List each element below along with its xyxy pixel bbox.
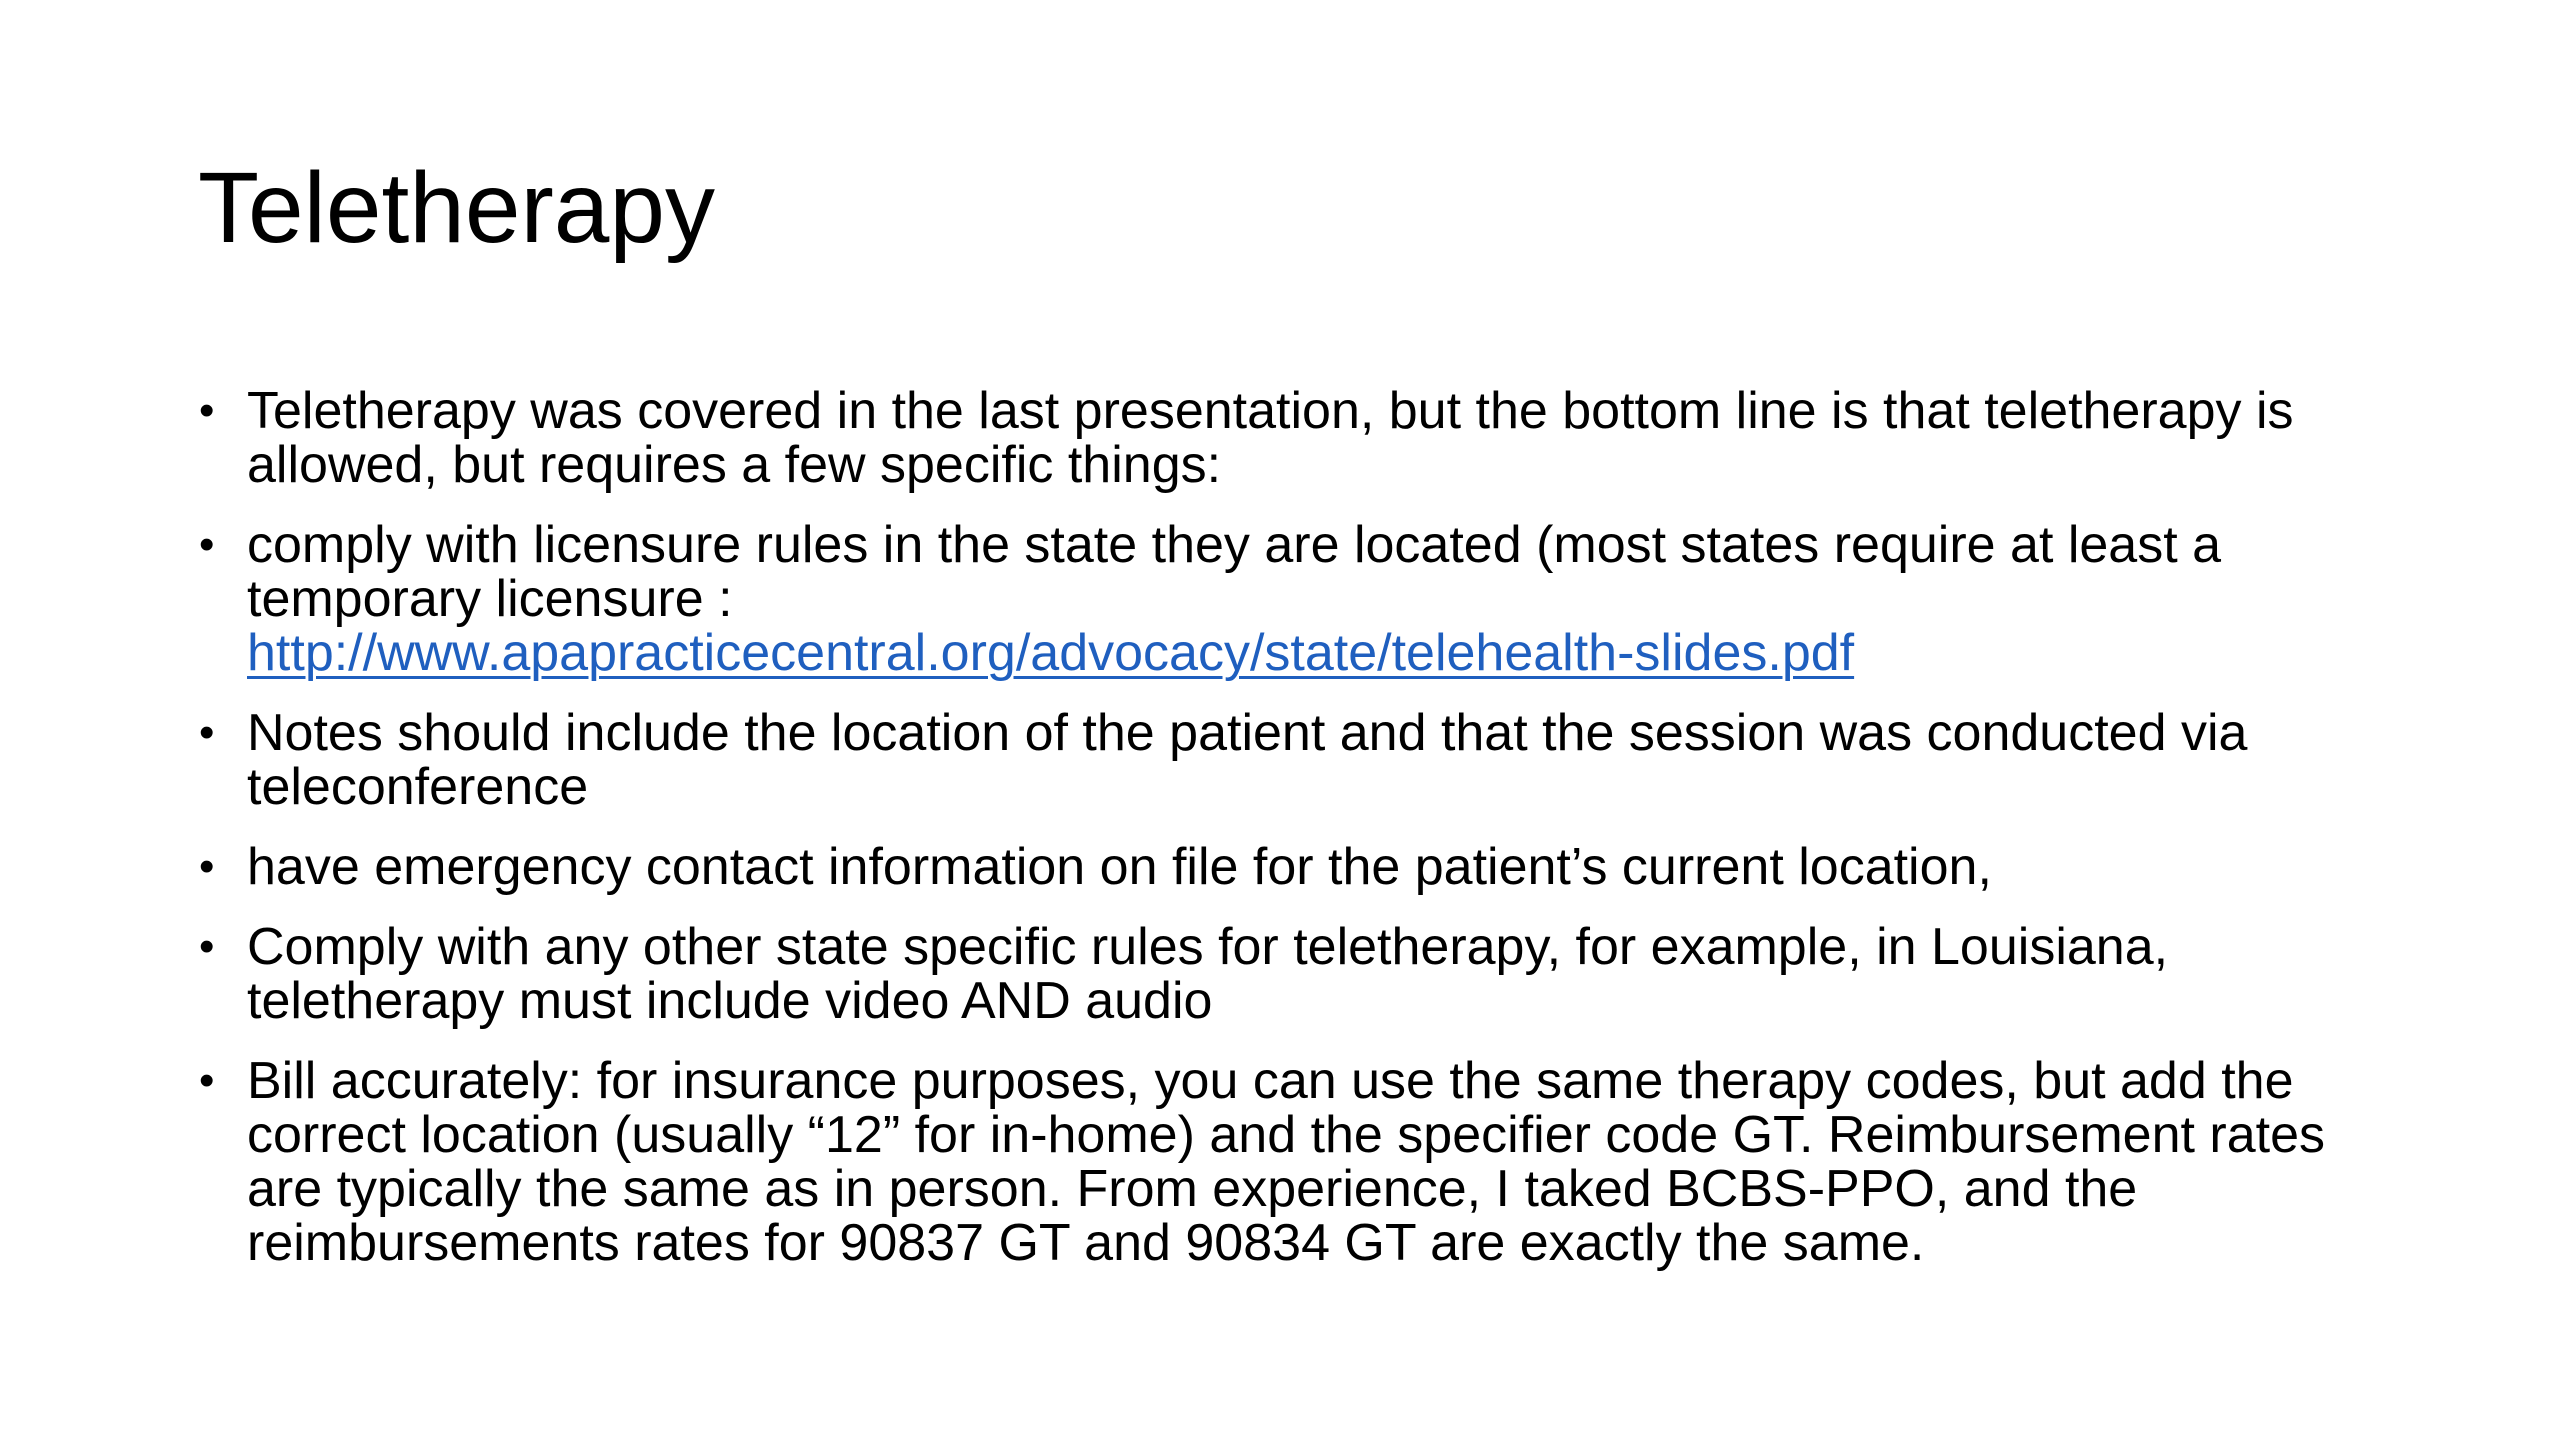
bullet-item-billing xyxy=(195,1054,2375,1270)
bullet-item-covered xyxy=(195,384,2375,492)
bullet-text: comply with licensure rules in the state they are located (most states require at least a temporary licensure : xyxy=(247,516,2222,628)
bullet-icon: • xyxy=(199,922,215,971)
bullet-text: Bill accurately: for insurance purposes, you can use the same therapy codes, but add the correct location (usually “12” for in-home) and the specifier code GT. Reimbursement rates are typically the same as in person. From experience, I taked BCBS-PPO, and the reimbursements rates for 90837 GT and 90834 GT are exactly the same. xyxy=(247,1052,2325,1272)
bullet-item-state-rules xyxy=(195,920,2375,1028)
bullet-icon: • xyxy=(199,1056,215,1105)
slide-title: Teletherapy xyxy=(198,152,715,264)
bullet-list xyxy=(195,384,2375,1296)
telehealth-slides-link[interactable]: http://www.apapracticecentral.org/advocacy/state/telehealth-slides.pdf xyxy=(247,624,1855,682)
bullet-text: Teletherapy was covered in the last presentation, but the bottom line is that teletherapy is allowed, but requires a few specific things: xyxy=(247,382,2294,494)
bullet-icon: • xyxy=(199,386,215,435)
bullet-text: Notes should include the location of the patient and that the session was conducted via teleconference xyxy=(247,704,2248,816)
bullet-icon: • xyxy=(199,842,215,891)
bullet-item-emergency-contact xyxy=(195,840,2375,894)
bullet-icon: • xyxy=(199,520,215,569)
bullet-text: have emergency contact information on file for the patient’s current location, xyxy=(247,838,1992,896)
bullet-item-licensure xyxy=(195,518,2375,680)
bullet-text: Comply with any other state specific rules for teletherapy, for example, in Louisiana, teletherapy must include video AND audio xyxy=(247,918,2169,1030)
bullet-item-notes xyxy=(195,706,2375,814)
bullet-icon: • xyxy=(199,708,215,757)
